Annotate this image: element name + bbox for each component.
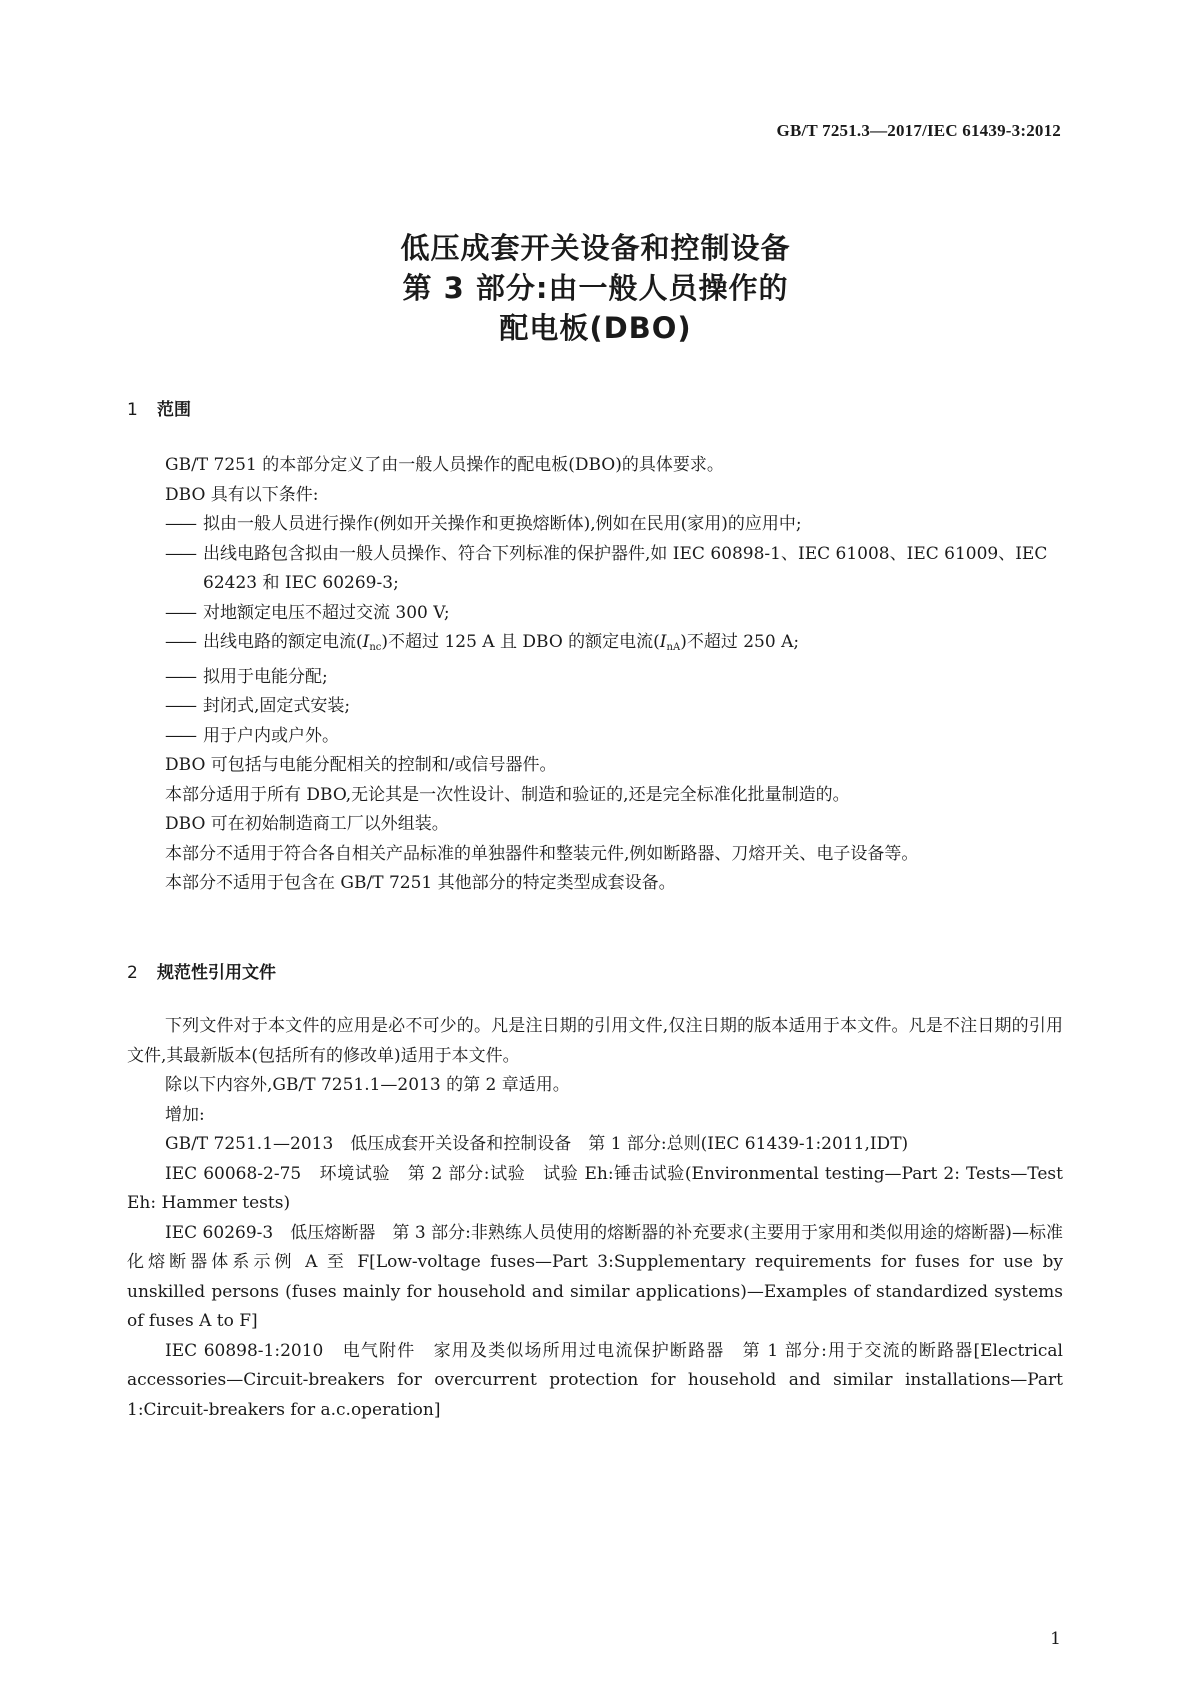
standard-code: GB/T 7251.3—2017/IEC 61439-3:2012 <box>776 121 1061 140</box>
paragraph: DBO 可包括与电能分配相关的控制和/或信号器件。 <box>165 755 557 775</box>
list-item-text: 用于户内或户外。 <box>203 725 339 746</box>
title-line-2: 第 3 部分:由一般人员操作的 <box>402 271 789 305</box>
list-item <box>127 692 1063 722</box>
current-symbol: I <box>659 632 667 652</box>
reference-entry: IEC 60898-1:2010 电气附件 家用及类似场所用过电流保护断路器 第 1 部分:用于交流的断路器[Electrical accessories—Circuit-breakers for overcurrent protection for household and similar installations—Part 1:Circuit-breakers for a.c.operation] <box>127 1340 1063 1420</box>
dash-marker: —— <box>165 543 195 564</box>
list-item <box>127 628 1063 663</box>
section-1-body <box>127 451 1063 899</box>
section-1-title: 范围 <box>157 400 191 420</box>
dash-marker: —— <box>165 725 195 746</box>
title-line-3: 配电板(DBO) <box>499 311 692 345</box>
list-item <box>127 510 1063 540</box>
section-2-number: 2 <box>127 963 138 983</box>
paragraph: DBO 可在初始制造商工厂以外组装。 <box>165 814 449 834</box>
section-1-number: 1 <box>127 400 138 420</box>
dash-marker: —— <box>165 632 195 652</box>
paragraph: DBO 具有以下条件: <box>165 484 319 505</box>
reference-entry: IEC 60068-2-75 环境试验 第 2 部分:试验 试验 Eh:锤击试验(Environmental testing—Part 2: Tests—Test Eh: Hammer tests) <box>127 1163 1063 1213</box>
list-item-text: )不超过 125 A 且 DBO 的额定电流( <box>381 632 660 652</box>
dash-marker: —— <box>165 602 195 623</box>
list-item-text: 拟由一般人员进行操作(例如开关操作和更换熔断体),例如在民用(家用)的应用中; <box>203 514 802 534</box>
title-line-1: 低压成套开关设备和控制设备 <box>400 231 791 265</box>
reference-entry: GB/T 7251.1—2013 低压成套开关设备和控制设备 第 1 部分:总则(IEC 61439-1:2011,IDT) <box>165 1134 909 1154</box>
paragraph: 本部分适用于所有 DBO,无论其是一次性设计、制造和验证的,还是完全标准化批量制造的。 <box>165 784 850 805</box>
document-title <box>0 228 1191 348</box>
section-1-heading <box>127 395 191 420</box>
dash-marker: —— <box>165 696 195 716</box>
section-2-title: 规范性引用文件 <box>157 963 276 983</box>
list-item <box>127 663 1063 693</box>
paragraph: 增加: <box>165 1104 205 1125</box>
current-symbol: I <box>362 632 370 652</box>
paragraph: 下列文件对于本文件的应用是必不可少的。凡是注日期的引用文件,仅注日期的版本适用于本文件。凡是不注日期的引用文件,其最新版本(包括所有的修改单)适用于本文件。 <box>127 1016 1063 1066</box>
list-item-text: )不超过 250 A; <box>680 632 800 652</box>
list-item <box>127 540 1063 599</box>
subscript: nA <box>666 642 681 653</box>
dash-marker: —— <box>165 666 195 687</box>
paragraph: 除以下内容外,GB/T 7251.1—2013 的第 2 章适用。 <box>165 1075 570 1095</box>
paragraph: GB/T 7251 的本部分定义了由一般人员操作的配电板(DBO)的具体要求。 <box>165 455 724 475</box>
section-2-heading <box>127 958 276 983</box>
list-item-text: 封闭式,固定式安装; <box>203 696 351 716</box>
subscript: nc <box>369 642 382 653</box>
reference-entry: IEC 60269-3 低压熔断器 第 3 部分:非熟练人员使用的熔断器的补充要求(主要用于家用和类似用途的熔断器)—标准化熔断器体系示例 A 至 F[Low-voltage fuses—Part 3:Supplementary requirements for fuses for use by unskilled persons (fuses mainly for household and similar applications)—Examples of standardized systems of fuses A to F] <box>127 1222 1063 1331</box>
list-item-text: 拟用于电能分配; <box>203 666 328 687</box>
list-item <box>127 599 1063 629</box>
paragraph: 本部分不适用于包含在 GB/T 7251 其他部分的特定类型成套设备。 <box>165 873 676 893</box>
dash-marker: —— <box>165 514 195 534</box>
page-number: 1 <box>1050 1629 1061 1649</box>
paragraph: 本部分不适用于符合各自相关产品标准的单独器件和整装元件,例如断路器、刀熔开关、电子设备等。 <box>165 843 919 864</box>
list-item-text: 出线电路包含拟由一般人员操作、符合下列标准的保护器件,如 IEC 60898-1、IEC 61008、IEC 61009、IEC 62423 和 IEC 60269-3; <box>203 543 1048 593</box>
list-item-text: 对地额定电压不超过交流 300 V; <box>203 602 450 623</box>
section-2-body <box>127 1012 1063 1425</box>
list-item-text: 出线电路的额定电流( <box>203 632 363 652</box>
list-item <box>127 722 1063 752</box>
